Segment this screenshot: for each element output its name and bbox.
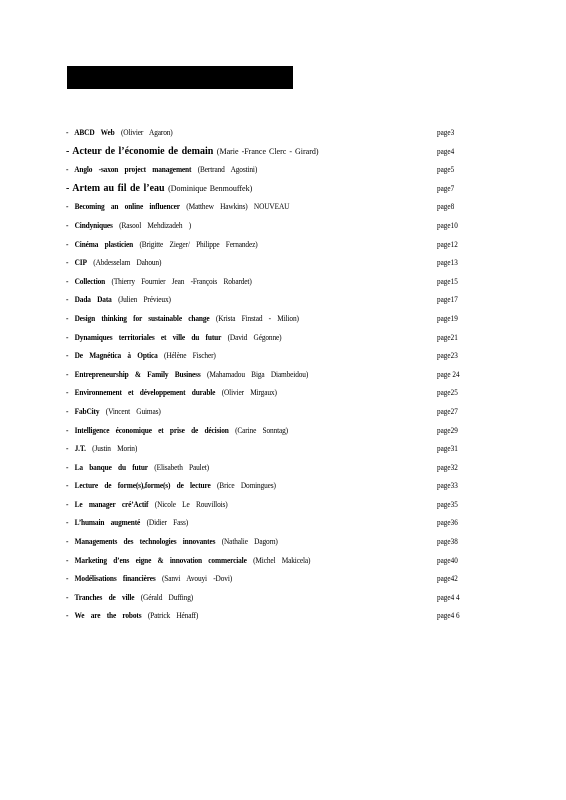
toc-page-number: page8 [437, 202, 455, 212]
toc-entry [66, 274, 252, 289]
toc-entry-title: - Dada Data [66, 295, 112, 305]
toc-page-number: page38 [437, 537, 458, 547]
redacted-title-bar [67, 66, 293, 89]
toc-page-number: page27 [437, 406, 458, 416]
toc-entry-author: (Abdesselam Dahoun) [93, 258, 162, 268]
toc-entry-title: - Cindyniques [66, 220, 113, 230]
toc-page-number: page17 [437, 295, 458, 305]
toc-entry-title: - Cinéma plasticien [66, 239, 134, 249]
toc-row [66, 441, 486, 460]
toc-page-number: page4 4 [437, 592, 460, 602]
toc-page-number: page32 [437, 462, 458, 472]
toc-row [66, 218, 486, 237]
toc-entry-title: - Modélisations financières [66, 574, 156, 584]
toc-entry-title: - Becoming an online influencer [66, 202, 180, 212]
toc-entry [66, 441, 137, 456]
table-of-contents [66, 125, 486, 627]
toc-row [66, 125, 486, 144]
toc-entry-title: - Intelligence économique et prise de décision [66, 425, 229, 435]
toc-entry-title: - FabCity [66, 406, 100, 416]
toc-page-number: page3 [437, 128, 455, 137]
toc-entry [66, 423, 288, 438]
toc-row [66, 608, 486, 627]
toc-entry [66, 237, 258, 252]
toc-page-number: page21 [437, 332, 458, 342]
toc-page-number: page42 [437, 574, 458, 584]
toc-entry [66, 590, 193, 605]
toc-entry-title: - Marketing d’ens eigne & innovation commerciale [66, 555, 247, 565]
toc-row [66, 385, 486, 404]
toc-page-number: page15 [437, 276, 458, 286]
toc-entry-title: - Entrepreneurship & Family Business [66, 369, 201, 379]
toc-page-number: page 24 [437, 369, 460, 379]
toc-entry [66, 292, 171, 307]
toc-page-number: page35 [437, 499, 458, 509]
toc-entry [66, 367, 308, 382]
toc-entry-title: - CIP [66, 258, 87, 268]
toc-row [66, 162, 486, 181]
toc-row [66, 311, 486, 330]
toc-entry-author: (Dominique Benmouffek) [168, 183, 253, 193]
toc-entry-title: - Design thinking for sustainable change [66, 313, 210, 323]
toc-entry-author: (Matthew Hawkins) NOUVEAU [186, 202, 290, 212]
toc-entry-title: - La banque du futur [66, 462, 148, 472]
toc-entry-title: - Environnement et développement durable [66, 388, 216, 398]
toc-entry [66, 534, 278, 549]
toc-entry-author: (Elisabeth Paulet) [154, 462, 209, 472]
toc-entry-title: - Tranches de ville [66, 592, 135, 602]
toc-entry [66, 515, 188, 530]
toc-row [66, 255, 486, 274]
toc-row [66, 144, 486, 163]
toc-row [66, 571, 486, 590]
toc-entry-title: - Managements des technologies innovantes [66, 537, 216, 547]
toc-row [66, 534, 486, 553]
toc-entry-title: - Collection [66, 276, 106, 286]
toc-entry [66, 255, 161, 270]
toc-page-number: page13 [437, 258, 458, 268]
toc-entry-author: (Mahamadou Biga Diambeidou) [207, 369, 309, 379]
toc-entry-author: (Marie -France Clerc - Girard) [216, 146, 319, 156]
toc-page-number: page23 [437, 351, 458, 361]
toc-entry-author: (Hélène Fischer) [164, 351, 216, 361]
toc-page-number: page7 [437, 183, 455, 193]
toc-entry-title: - De Magnética à Optica [66, 351, 158, 361]
toc-entry-author: (Julien Prévieux) [118, 295, 171, 305]
toc-row [66, 423, 486, 442]
toc-page-number: page12 [437, 239, 458, 249]
toc-entry [66, 162, 257, 177]
toc-entry-author: (Bertrand Agostini) [197, 165, 258, 175]
toc-entry-title: - Lecture de forme(s),forme(s) de lecture [66, 481, 211, 491]
toc-entry-title: - Anglo -saxon project management [66, 165, 192, 175]
toc-page-number: page29 [437, 425, 458, 435]
toc-entry-author: (Patrick Hénaff) [147, 611, 199, 621]
toc-entry-author: (Justin Morin) [92, 444, 138, 454]
toc-row [66, 292, 486, 311]
toc-entry-author: (Sanvi Avouyi -Dovi) [161, 574, 233, 584]
toc-entry [66, 311, 299, 326]
toc-entry-title: - We are the robots [66, 611, 142, 621]
toc-page-number: page19 [437, 313, 458, 323]
toc-entry-author: (Vincent Guimas) [105, 406, 161, 416]
toc-entry [66, 553, 310, 568]
toc-row [66, 367, 486, 386]
toc-entry-author: (Rasool Mehdizadeh ) [119, 220, 192, 230]
toc-row [66, 553, 486, 572]
toc-entry-author: (Olivier Agaron) [120, 128, 173, 137]
toc-entry [66, 144, 319, 159]
toc-entry-title: - Acteur de l’économie de demain [66, 145, 214, 157]
toc-entry [66, 348, 216, 363]
toc-row [66, 590, 486, 609]
toc-page-number: page10 [437, 220, 458, 230]
toc-entry [66, 404, 161, 419]
toc-entry-author: (Didier Fass) [146, 518, 189, 528]
toc-row [66, 497, 486, 516]
toc-entry-title: - ABCD Web [66, 128, 115, 137]
toc-entry-author: (Carine Sonntag) [235, 425, 288, 435]
toc-page-number: page25 [437, 388, 458, 398]
toc-page-number: page31 [437, 444, 458, 454]
toc-entry-author: (Brigitte Zieger/ Philippe Fernandez) [139, 239, 258, 249]
toc-row [66, 460, 486, 479]
toc-entry [66, 385, 277, 400]
toc-row [66, 237, 486, 256]
toc-entry-author: (Brice Domingues) [216, 481, 276, 491]
toc-entry-author: (David Gégonne) [227, 332, 282, 342]
toc-entry-author: (Nathalie Dagorn) [221, 537, 278, 547]
toc-entry-author: (Nicole Le Rouvillois) [154, 499, 228, 509]
toc-entry [66, 460, 209, 475]
toc-row [66, 404, 486, 423]
toc-page-number: page36 [437, 518, 458, 528]
toc-entry-author: (Thierry Fournier Jean -François Robardet) [111, 276, 252, 286]
toc-page-number: page33 [437, 481, 458, 491]
toc-row [66, 515, 486, 534]
toc-page-number: page4 [437, 146, 455, 156]
toc-page-number: page40 [437, 555, 458, 565]
toc-row [66, 348, 486, 367]
toc-row [66, 330, 486, 349]
toc-entry [66, 497, 228, 512]
toc-row [66, 181, 486, 200]
toc-entry [66, 199, 289, 214]
toc-row [66, 478, 486, 497]
toc-page-number: page4 6 [437, 611, 460, 621]
toc-entry-title: - Le manager cré’Actif [66, 499, 149, 509]
toc-row [66, 274, 486, 293]
toc-entry-title: - Dynamiques territoriales et ville du futur [66, 332, 222, 342]
toc-entry-author: (Krista Finstad - Milion) [215, 313, 299, 323]
toc-entry-author: (Gérald Duffing) [140, 592, 194, 602]
toc-entry-title: - Artem au fil de l’eau [66, 182, 165, 194]
toc-entry [66, 478, 276, 493]
toc-entry [66, 571, 232, 586]
toc-entry-title: - L’humain augmenté [66, 518, 141, 528]
toc-entry [66, 181, 252, 196]
toc-entry [66, 608, 198, 623]
toc-entry [66, 125, 173, 140]
toc-entry [66, 330, 281, 345]
toc-entry-author: (Michel Makicela) [253, 555, 311, 565]
toc-row [66, 199, 486, 218]
toc-entry [66, 218, 191, 233]
toc-entry-title: - J.T. [66, 444, 86, 454]
toc-entry-author: (Olivier Mirgaux) [221, 388, 277, 398]
toc-page-number: page5 [437, 165, 455, 175]
